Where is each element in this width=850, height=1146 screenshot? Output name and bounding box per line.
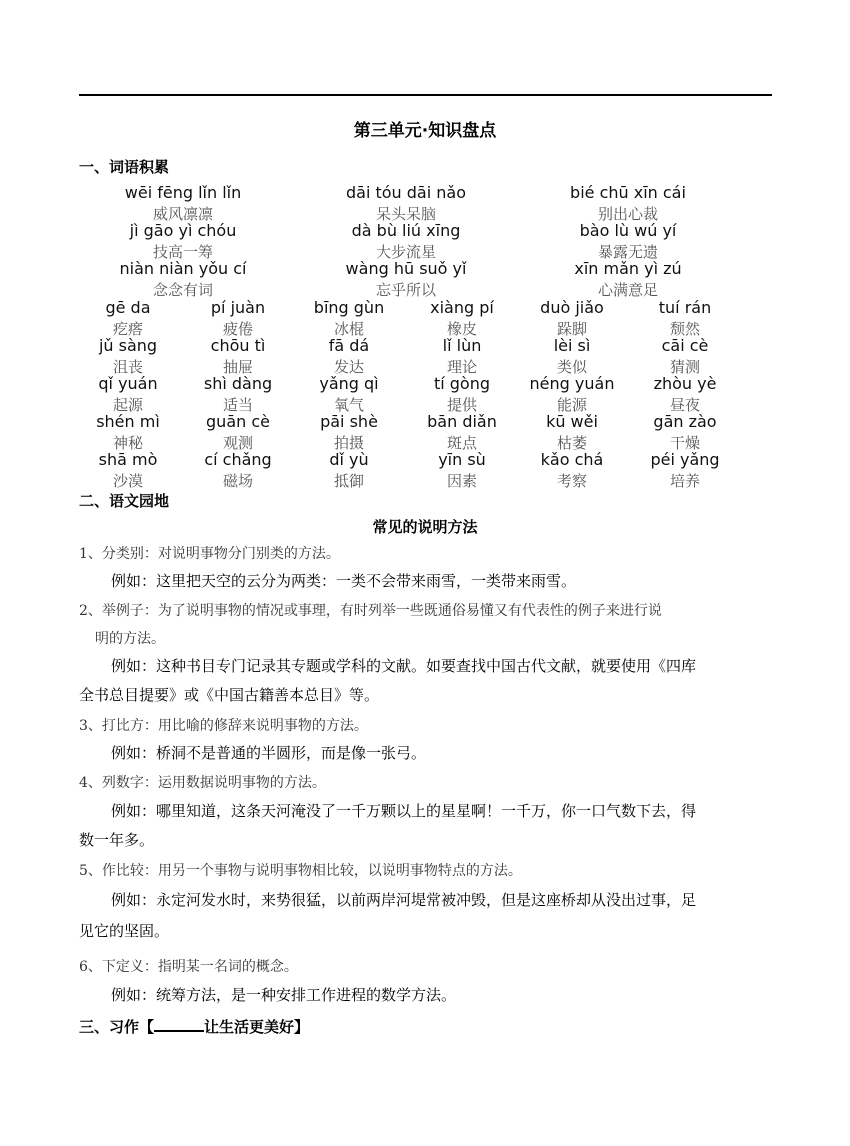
word-hanzi: 适当 [222,396,253,414]
method-6-example: 例如：统筹方法，是一种安排工作进程的数学方法。 [111,986,457,1004]
section-2-subtitle: 常见的说明方法 [372,518,478,536]
word-pinyin: pāi shè [320,412,378,431]
word-hanzi: 理论 [446,358,477,376]
word-pinyin: shén mì [96,412,160,431]
word-hanzi: 拍摄 [333,434,364,452]
idiom-pinyin: wēi fēng lǐn lǐn [124,183,242,202]
method-1-definition: 1、分类别：对说明事物分门别类的方法。 [79,546,340,562]
word-hanzi: 考察 [556,472,587,490]
word-hanzi: 培养 [669,472,700,490]
word-pinyin: chōu tì [210,336,266,355]
word-hanzi: 颓然 [669,320,700,338]
section-2-heading: 二、语文园地 [79,492,170,510]
word-hanzi: 橡皮 [446,320,477,338]
idiom-pinyin: wàng hū suǒ yǐ [345,259,467,278]
word-hanzi: 起源 [112,396,143,414]
section-3-heading-suffix: 让生活更美好】 [204,1018,310,1036]
word-hanzi: 发达 [333,358,364,376]
word-hanzi: 跺脚 [556,320,587,338]
method-5-example-cont: 见它的坚固。 [79,922,170,940]
word-pinyin: tuí rán [658,298,712,317]
word-pinyin: zhòu yè [653,374,717,393]
word-pinyin: kū wěi [546,412,598,431]
method-2-example: 例如：这种书目专门记录其专题或学科的文献。如要查找中国古代文献，就要使用《四库 [111,657,697,675]
word-hanzi: 磁场 [222,472,253,490]
word-hanzi: 因素 [446,472,477,490]
section-1-heading: 一、词语积累 [79,158,170,176]
method-1-example: 例如：这里把天空的云分为两类：一类不会带来雨雪，一类带来雨雪。 [111,572,577,590]
method-2-definition-cont: 明的方法。 [95,631,165,647]
word-pinyin: néng yuán [529,374,615,393]
idiom-pinyin: niàn niàn yǒu cí [119,259,247,278]
idiom-pinyin: bào lù wú yí [579,221,677,240]
word-pinyin: xiàng pí [430,298,494,317]
idiom-hanzi: 威风凛凛 [152,205,213,223]
page-title: 第三单元·知识盘点 [353,121,497,141]
word-hanzi: 干燥 [669,434,700,452]
word-pinyin: kǎo chá [540,450,604,469]
word-hanzi: 抵御 [333,472,364,490]
idiom-hanzi: 暴露无遗 [597,243,658,261]
method-4-example-cont: 数一年多。 [79,831,155,849]
idiom-pinyin: dà bù liú xīng [351,221,461,240]
word-hanzi: 猜测 [669,358,700,376]
word-hanzi: 氧气 [333,396,364,414]
method-2-definition: 2、举例子：为了说明事物的情况或事理，有时列举一些既通俗易懂又有代表性的例子来进行说 [79,603,662,619]
method-4-definition: 4、列数字：运用数据说明事物的方法。 [79,775,326,791]
idiom-pinyin: jì gāo yì chóu [129,221,237,240]
idiom-hanzi: 心满意足 [597,281,658,299]
word-hanzi: 斑点 [446,434,477,452]
word-pinyin: gān zào [653,412,717,431]
method-3-definition: 3、打比方：用比喻的修辞来说明事物的方法。 [79,718,368,734]
word-pinyin: yǎng qì [319,374,379,393]
word-pinyin: cāi cè [661,336,709,355]
idiom-pinyin: xīn mǎn yì zú [574,259,682,278]
word-pinyin: cí chǎng [204,450,272,469]
word-pinyin: yīn sù [438,450,486,469]
idiom-pinyin: dāi tóu dāi nǎo [345,183,466,202]
idiom-hanzi: 念念有词 [152,281,213,299]
method-4-example: 例如：哪里知道，这条天河淹没了一千万颗以上的星星啊！一千万，你一口气数下去，得 [111,802,697,820]
word-pinyin: qǐ yuán [98,374,158,393]
method-6-definition: 6、下定义：指明某一名词的概念。 [79,959,298,975]
word-pinyin: shì dàng [203,374,273,393]
word-pinyin: jǔ sàng [98,336,158,355]
method-5-example: 例如：永定河发水时，来势很猛，以前两岸河堤常被冲毁，但是这座桥却从没出过事，足 [111,891,697,909]
word-pinyin: bān diǎn [427,412,497,431]
word-pinyin: dǐ yù [329,450,369,469]
word-hanzi: 抽屉 [222,358,253,376]
idiom-hanzi: 大步流星 [375,243,436,261]
word-hanzi: 能源 [556,396,587,414]
word-hanzi: 沮丧 [112,358,143,376]
section-3-heading-prefix: 三、习作【 [79,1018,155,1036]
word-pinyin: gē da [105,298,151,317]
word-hanzi: 疲倦 [222,320,253,338]
word-hanzi: 冰棍 [333,320,364,338]
section-3-heading [79,1016,309,1037]
word-pinyin: péi yǎng [650,450,720,469]
word-hanzi: 沙漠 [112,472,143,490]
word-hanzi: 昼夜 [669,396,700,414]
word-pinyin: guān cè [206,412,270,431]
word-pinyin: lǐ lùn [442,336,482,355]
word-pinyin: pí juàn [210,298,266,317]
word-pinyin: fā dá [328,336,370,355]
method-2-example-cont: 全书总目提要》或《中国古籍善本总目》等。 [79,686,380,704]
idiom-hanzi: 呆头呆脑 [375,205,436,223]
word-pinyin: bīng gùn [313,298,385,317]
word-pinyin: tí gòng [433,374,491,393]
writing-topic-blank [154,1016,204,1032]
header-rule [79,94,772,96]
idiom-hanzi: 忘乎所以 [375,281,436,299]
word-hanzi: 神秘 [112,434,143,452]
word-hanzi: 类似 [556,358,587,376]
idiom-hanzi: 技高一筹 [152,243,213,261]
idiom-hanzi: 别出心裁 [597,205,658,223]
word-pinyin: shā mò [98,450,158,469]
word-hanzi: 枯萎 [556,434,587,452]
method-5-definition: 5、作比较：用另一个事物与说明事物相比较，以说明事物特点的方法。 [79,863,522,879]
word-hanzi: 疙瘩 [112,320,143,338]
word-hanzi: 提供 [446,396,477,414]
word-pinyin: lèi sì [553,336,591,355]
word-hanzi: 观测 [222,434,253,452]
idiom-pinyin: bié chū xīn cái [570,183,686,202]
word-pinyin: duò jiǎo [540,298,604,317]
method-3-example: 例如：桥洞不是普通的半圆形，而是像一张弓。 [111,744,427,762]
